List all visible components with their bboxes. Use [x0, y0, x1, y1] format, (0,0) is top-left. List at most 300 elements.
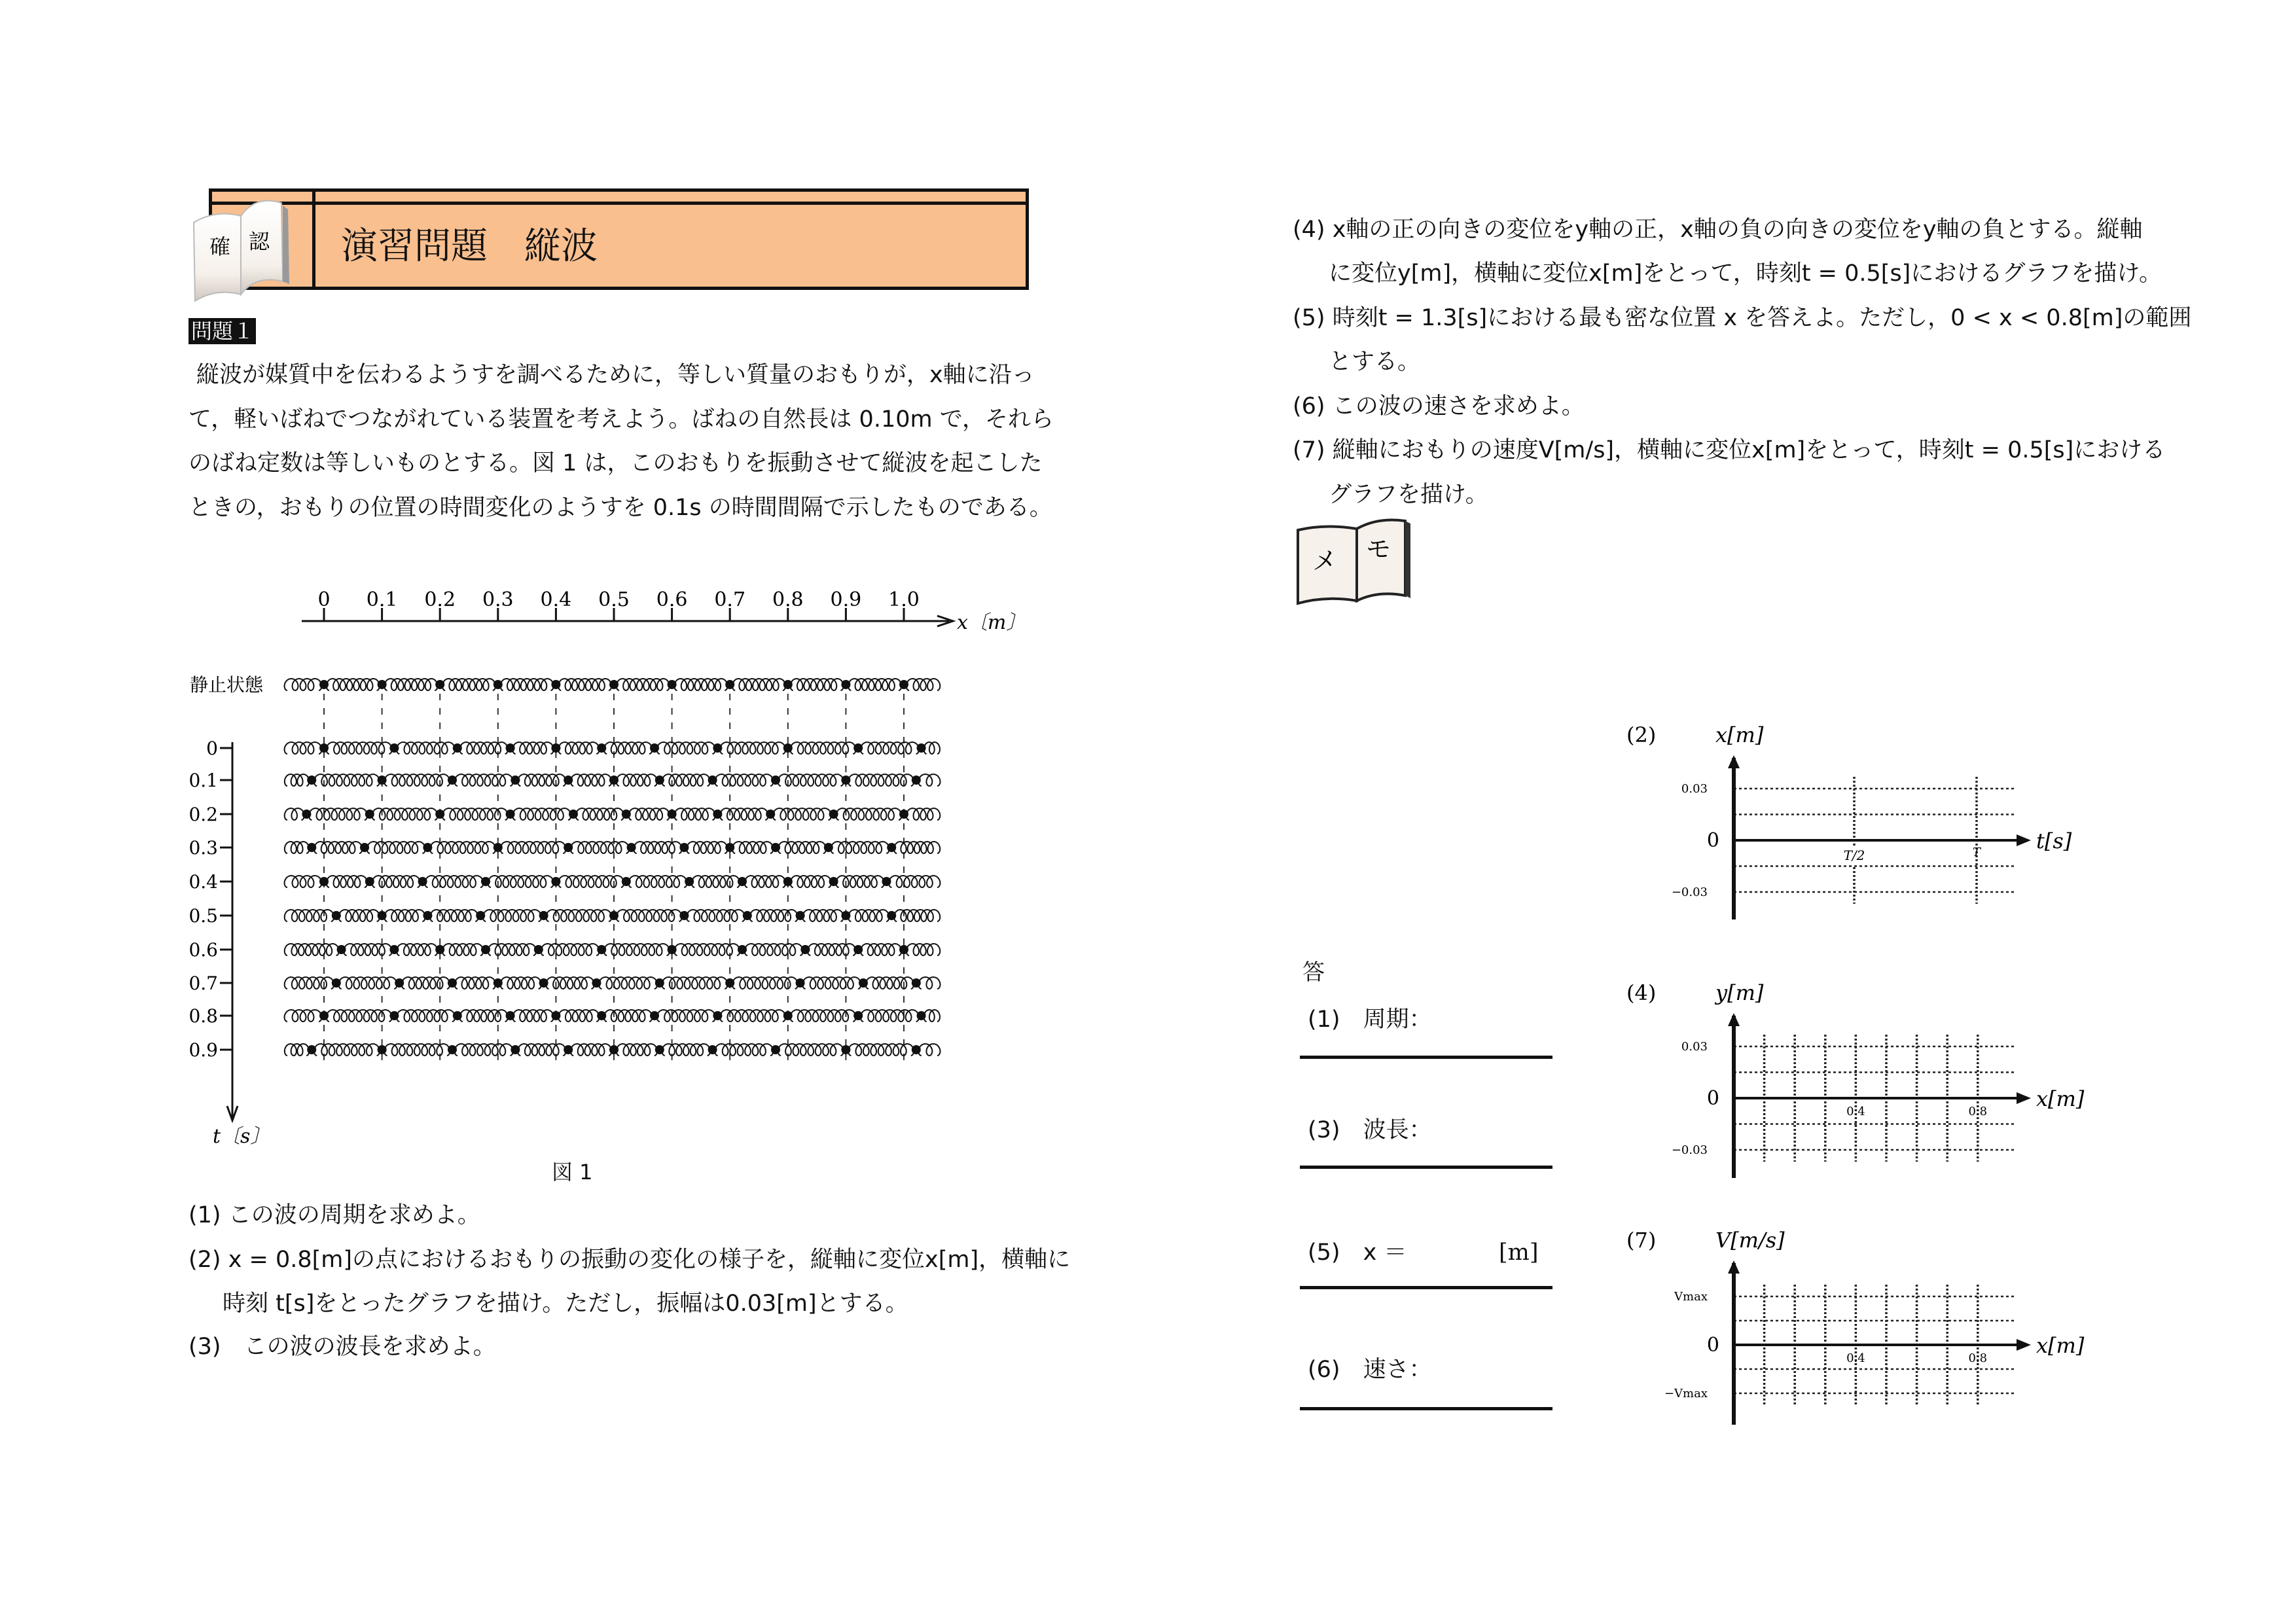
mass-dot	[841, 680, 850, 689]
mass-dot	[668, 680, 677, 689]
mass-dot	[766, 810, 775, 819]
mass-dot	[713, 743, 722, 753]
mass-dot	[332, 911, 341, 920]
mass-dot	[539, 978, 548, 988]
mass-dot	[597, 945, 606, 954]
question-7-cont: グラフを描け。	[1329, 482, 1488, 508]
spring-coil	[512, 808, 571, 820]
spring-row	[285, 842, 940, 853]
spring-coil	[402, 977, 450, 989]
intro-line-1: 縦波が媒質中を伝わるようすを調べるために，等しい質量のおもりが，x軸に沿っ	[196, 362, 1035, 388]
mass-dot	[539, 911, 548, 920]
x-axis-arrow	[2017, 1092, 2031, 1104]
spring-coil	[309, 808, 367, 820]
spring-coil	[745, 944, 803, 955]
spring-coil	[745, 876, 785, 887]
mass-dot	[887, 911, 896, 920]
graph-2	[1626, 722, 2072, 919]
mass-dot	[783, 877, 793, 886]
t-tick-label: 0	[206, 738, 218, 759]
spring-coil	[894, 842, 940, 853]
mass-dot	[389, 1011, 399, 1020]
y-tick-label: 0	[1706, 1087, 1719, 1110]
spring-coil	[906, 679, 941, 690]
mass-dot	[912, 1045, 921, 1054]
spring-coil	[483, 910, 541, 921]
mass-dot	[708, 1045, 717, 1054]
mass-dot	[853, 743, 863, 753]
spring-coil	[285, 910, 334, 921]
intro-line-4: ときの，おもりの位置の時間変化のようすを 0.1s の時間間隔で示したものである。	[188, 495, 1052, 521]
mass-dot	[337, 945, 346, 954]
spring-coil	[571, 774, 611, 786]
x-axis-label: x[m]	[2036, 1333, 2085, 1358]
spring-coil	[571, 842, 629, 853]
spring-coil	[372, 876, 420, 887]
graph-4	[1626, 980, 2085, 1178]
badge-char-1: 確	[209, 234, 231, 259]
spring-coil	[285, 808, 304, 820]
mass-dot	[319, 1011, 329, 1020]
spring-coil	[674, 808, 715, 820]
spring-coil	[367, 842, 425, 853]
mass-dot	[841, 776, 850, 785]
spring-coil	[604, 742, 652, 754]
mass-dot	[476, 911, 485, 920]
mass-dot	[395, 978, 404, 988]
answer-5-label: (5) x ＝	[1308, 1240, 1407, 1266]
spring-coil	[501, 679, 554, 690]
mass-dot	[738, 877, 747, 886]
mass-dot	[319, 877, 329, 886]
spring-row	[285, 774, 941, 786]
graph-7	[1626, 1228, 2085, 1425]
mass-dot	[564, 843, 573, 852]
y-axis-arrow	[1728, 755, 1740, 768]
question-5-cont: とする。	[1329, 349, 1421, 375]
spring-coil	[558, 1010, 599, 1022]
mass-dot	[708, 776, 717, 785]
graph-number: (2)	[1626, 722, 1657, 747]
y-axis-label: V[m/s]	[1715, 1228, 1785, 1253]
mass-dot	[506, 743, 515, 753]
spring-coil	[285, 679, 322, 690]
spring-coil	[773, 808, 831, 820]
spring-coil	[861, 742, 919, 754]
y-tick-label: −Vmax	[1664, 1387, 1708, 1400]
spring-coil	[518, 774, 565, 786]
mass-dot	[899, 810, 908, 819]
spring-coil	[327, 679, 380, 690]
mass-dot	[853, 945, 863, 954]
question-6: (6) この波の速さを求めよ。	[1293, 393, 1585, 419]
spring-coil	[848, 679, 901, 690]
t-tick-label: 0.3	[188, 837, 218, 859]
mass-dot	[655, 1045, 664, 1054]
spring-coil	[918, 977, 940, 989]
mass-dot	[771, 843, 780, 852]
spring-coil	[889, 876, 940, 887]
spring-coil	[338, 977, 397, 989]
mass-dot	[859, 978, 868, 988]
spring-coil	[599, 977, 657, 989]
x-axis-arrow	[2017, 834, 2031, 846]
spring-coil	[861, 1010, 919, 1022]
mass-dot	[481, 877, 490, 886]
mass-dot	[725, 680, 734, 689]
mass-dot	[448, 776, 457, 785]
spring-coil	[455, 977, 495, 989]
problem-badge: 問題１	[188, 318, 256, 344]
spring-coil	[460, 742, 508, 754]
spring-coil	[455, 1044, 513, 1056]
question-5: (5) 時刻t = 1.3[s]における最も密な位置 x を答えよ。ただし，0 < x < 0.8[m]の範囲	[1293, 305, 2192, 331]
question-2-cont: 時刻 t[s]をとったグラフを描け。ただし，振幅は0.03[m]とする。	[223, 1291, 908, 1317]
spring-coil	[715, 1044, 773, 1056]
mass-dot	[655, 776, 664, 785]
spring-coil	[488, 944, 536, 955]
t-tick-label: 0.8	[188, 1005, 218, 1027]
y-axis-label: x[m]	[1715, 722, 1764, 747]
mass-dot	[493, 680, 503, 689]
spring-coil	[285, 842, 310, 853]
mass-dot	[569, 810, 578, 819]
spring-coil	[546, 977, 594, 989]
spring-row	[285, 1010, 941, 1022]
y-axis-arrow	[1728, 1260, 1740, 1274]
mass-dot	[783, 1011, 793, 1020]
mass-dot	[511, 776, 520, 785]
spring-coil	[791, 679, 844, 690]
mass-dot	[307, 1045, 316, 1054]
mass-dot	[453, 1011, 462, 1020]
spring-coil	[848, 910, 889, 921]
mass-dot	[899, 945, 908, 954]
spring-row	[285, 1044, 941, 1056]
mass-dot	[493, 978, 503, 988]
mass-dot	[800, 945, 810, 954]
mass-dot	[506, 1011, 515, 1020]
x-tick-label: T	[1972, 846, 1981, 859]
spring-coil	[674, 679, 727, 690]
mass-dot	[448, 1045, 457, 1054]
x-tick-label: 0.8	[772, 588, 804, 611]
spring-coil	[455, 774, 513, 786]
spring-coil	[628, 876, 687, 887]
mass-dot	[841, 911, 850, 920]
t-tick-label: 0.2	[188, 804, 218, 825]
mass-dot	[824, 843, 833, 852]
mass-dot	[650, 743, 659, 753]
spring-coil	[512, 742, 553, 754]
mass-dot	[378, 776, 387, 785]
mass-dot	[378, 911, 387, 920]
mass-dot	[319, 743, 329, 753]
mass-dot	[887, 843, 896, 852]
spring-row	[285, 742, 941, 754]
spring-coil	[802, 977, 861, 989]
spring-coil	[634, 842, 681, 853]
spring-coil	[501, 977, 541, 989]
spring-coil	[430, 910, 478, 921]
y-axis-label: y[m]	[1715, 980, 1764, 1005]
mass-dot	[332, 978, 341, 988]
spring-coil	[802, 910, 843, 921]
spring-coil	[285, 1010, 322, 1022]
spring-row	[285, 876, 941, 887]
mass-dot	[713, 1011, 722, 1020]
spring-coil	[460, 1010, 508, 1022]
mass-dot	[551, 743, 560, 753]
mass-dot	[650, 1011, 659, 1020]
mass-dot	[389, 743, 399, 753]
spring-coil	[541, 944, 599, 955]
x-tick-label: 0.4	[540, 588, 572, 611]
spring-coil	[327, 876, 367, 887]
mass-dot	[771, 1045, 780, 1054]
mass-dot	[511, 1045, 520, 1054]
spring-coil	[314, 842, 362, 853]
mass-dot	[307, 843, 316, 852]
graph-number: (4)	[1626, 980, 1657, 1005]
x-tick-label: 0.8	[1968, 1351, 1988, 1365]
answer-3-label: (3) 波長：	[1308, 1117, 1432, 1143]
t-tick-label: 0.5	[188, 905, 218, 927]
mass-dot	[448, 978, 457, 988]
mass-dot	[771, 776, 780, 785]
mass-dot	[481, 945, 490, 954]
question-4: (4) x軸の正の向きの変位をy軸の正，x軸の負の向きの変位をy軸の負とする。縦軸	[1293, 217, 2143, 243]
spring-coil	[285, 944, 339, 955]
y-tick-label: 0	[1706, 1334, 1719, 1357]
mass-dot	[365, 810, 374, 819]
spring-row	[285, 808, 941, 820]
spring-coil	[604, 1010, 652, 1022]
mass-dot	[319, 680, 329, 689]
spring-coil	[558, 679, 611, 690]
x-axis-label: t[s]	[2036, 829, 2072, 853]
spring-coil	[384, 910, 425, 921]
mass-dot	[493, 843, 503, 852]
mass-dot	[685, 877, 694, 886]
y-tick-label: −0.03	[1671, 885, 1708, 899]
graph-number: (7)	[1626, 1228, 1657, 1253]
spring-coil	[662, 774, 710, 786]
t-tick-label: 0.1	[188, 770, 218, 791]
mass-dot	[668, 810, 677, 819]
mass-dot	[655, 978, 664, 988]
intro-line-2: て，軽いばねでつながれている装置を考えよう。ばねの自然長は 0.10m で，それら	[188, 406, 1054, 433]
spring-coil	[692, 876, 740, 887]
mass-dot	[725, 843, 734, 852]
spring-coil	[285, 876, 322, 887]
mass-dot	[564, 1045, 573, 1054]
t-tick-label: 0.4	[188, 871, 218, 893]
mass-dot	[551, 680, 560, 689]
spring-coil	[285, 742, 322, 754]
y-axis-arrow	[1728, 1013, 1740, 1026]
spring-coil	[339, 910, 380, 921]
x-tick-label: 0	[317, 588, 331, 611]
answer-6-field[interactable]	[1300, 1407, 1552, 1410]
mass-dot	[917, 1011, 926, 1020]
spring-coil	[906, 944, 941, 955]
mass-dot	[917, 743, 926, 753]
mass-dot	[609, 680, 619, 689]
mass-dot	[622, 810, 631, 819]
memo-char-2: モ	[1366, 535, 1391, 563]
mass-dot	[378, 1045, 387, 1054]
answer-graphs[interactable]	[1571, 707, 2296, 1440]
mass-dot	[365, 877, 374, 886]
spring-coil	[617, 1044, 657, 1056]
mass-dot	[551, 1011, 560, 1020]
question-2: (2) x = 0.8[m]の点におけるおもりの振動の変化の様子を，縦軸に変位x[m]，横軸に	[188, 1247, 1071, 1273]
spring-coil	[657, 1010, 715, 1022]
spring-coil	[430, 842, 495, 853]
mass-dot	[307, 776, 316, 785]
spring-coil	[629, 808, 670, 820]
mass-dot	[627, 843, 636, 852]
mass-dot	[564, 776, 573, 785]
mass-dot	[389, 945, 399, 954]
mass-dot	[882, 877, 891, 886]
spring-coil	[657, 742, 715, 754]
mass-dot	[743, 911, 752, 920]
spring-coil	[808, 944, 855, 955]
mass-dot	[435, 945, 444, 954]
x-tick-label: 0.4	[1846, 1105, 1865, 1118]
spring-coil	[617, 774, 657, 786]
spring-coil	[662, 1044, 710, 1056]
mass-dot	[534, 945, 543, 954]
answer-1-field[interactable]	[1300, 1056, 1552, 1059]
spring-coil	[558, 742, 599, 754]
x-tick-label: 0.4	[1846, 1351, 1865, 1365]
spring-coil	[576, 808, 624, 820]
mass-dot	[423, 911, 432, 920]
x-tick-label: 0.8	[1968, 1105, 1988, 1118]
spring-coil	[397, 1010, 455, 1022]
x-tick-label: 0.7	[714, 588, 746, 611]
mass-dot	[609, 1045, 619, 1054]
spring-coil	[831, 842, 889, 853]
spring-coil	[397, 944, 437, 955]
figure-1-spring-diagram	[0, 0, 1047, 1178]
spring-coil	[425, 876, 483, 887]
spring-coil	[894, 910, 940, 921]
spring-coil	[861, 944, 901, 955]
mass-dot	[609, 776, 619, 785]
answers-heading: 答	[1302, 959, 1325, 986]
spring-coil	[518, 1044, 565, 1056]
spring-coil	[732, 679, 785, 690]
spring-coil	[687, 910, 745, 921]
x-axis-arrow	[2017, 1339, 2031, 1351]
spring-coil	[285, 774, 310, 786]
mass-dot	[912, 978, 921, 988]
spring-coil	[285, 1044, 310, 1056]
spring-coil	[924, 1010, 940, 1022]
spring-coil	[750, 910, 798, 921]
mass-dot	[360, 843, 369, 852]
memo-book-icon	[1293, 517, 1414, 615]
spring-coil	[778, 842, 826, 853]
spring-row	[285, 944, 941, 955]
question-1: (1) この波の周期を求めよ。	[188, 1202, 480, 1228]
mass-dot	[423, 843, 432, 852]
spring-coil	[500, 842, 565, 853]
mass-dot	[912, 776, 921, 785]
spring-coil	[442, 679, 495, 690]
mass-dot	[796, 911, 805, 920]
spring-coil	[687, 842, 727, 853]
t-axis-label: t〔s〕	[213, 1125, 270, 1148]
answer-6-label: (6) 速さ：	[1308, 1357, 1432, 1383]
x-tick-label: 1.0	[888, 588, 920, 611]
mass-dot	[829, 877, 838, 886]
spring-coil	[442, 944, 483, 955]
rest-state-label: 静止状態	[190, 674, 264, 696]
mass-dot	[302, 810, 311, 819]
spring-coil	[866, 977, 914, 989]
mass-dot	[378, 680, 387, 689]
t-tick-label: 0.6	[188, 939, 218, 961]
mass-dot	[609, 911, 619, 920]
spring-row	[285, 977, 941, 989]
spring-coil	[715, 774, 773, 786]
answer-3-field[interactable]	[1300, 1166, 1552, 1169]
mass-dot	[592, 978, 601, 988]
spring-row	[285, 679, 941, 690]
mass-dot	[679, 911, 689, 920]
answer-5-field[interactable]	[1300, 1286, 1552, 1289]
mass-dot	[622, 877, 631, 886]
mass-dot	[829, 810, 838, 819]
x-tick-label: 0.2	[424, 588, 456, 611]
y-tick-label: 0.03	[1681, 1040, 1708, 1054]
mass-dot	[713, 810, 722, 819]
spring-coil	[285, 977, 334, 989]
mass-dot	[668, 945, 677, 954]
y-tick-label: 0	[1706, 829, 1719, 852]
y-tick-label: −0.03	[1671, 1143, 1708, 1157]
mass-dot	[783, 743, 793, 753]
spring-coil	[397, 742, 455, 754]
question-3: (3) この波の波長を求めよ。	[188, 1334, 496, 1360]
mass-dot	[597, 743, 606, 753]
mass-dot	[783, 680, 793, 689]
mass-dot	[796, 978, 805, 988]
x-axis-label: x[m]	[2036, 1086, 2085, 1111]
t-tick-label: 0.7	[188, 972, 218, 994]
spring-coil	[344, 944, 391, 955]
mass-dot	[725, 978, 734, 988]
spring-coil	[571, 1044, 611, 1056]
spring-coil	[924, 742, 940, 754]
mass-dot	[435, 810, 444, 819]
badge-char-2: 認	[249, 229, 270, 254]
mass-dot	[435, 680, 444, 689]
mass-dot	[853, 1011, 863, 1020]
spring-coil	[918, 774, 940, 786]
spring-coil	[720, 808, 768, 820]
mass-dot	[841, 1045, 850, 1054]
x-tick-label: 0.6	[656, 588, 688, 611]
x-tick-label: T/2	[1843, 847, 1865, 863]
spring-row	[285, 910, 940, 921]
x-tick-label: 0.9	[830, 588, 862, 611]
